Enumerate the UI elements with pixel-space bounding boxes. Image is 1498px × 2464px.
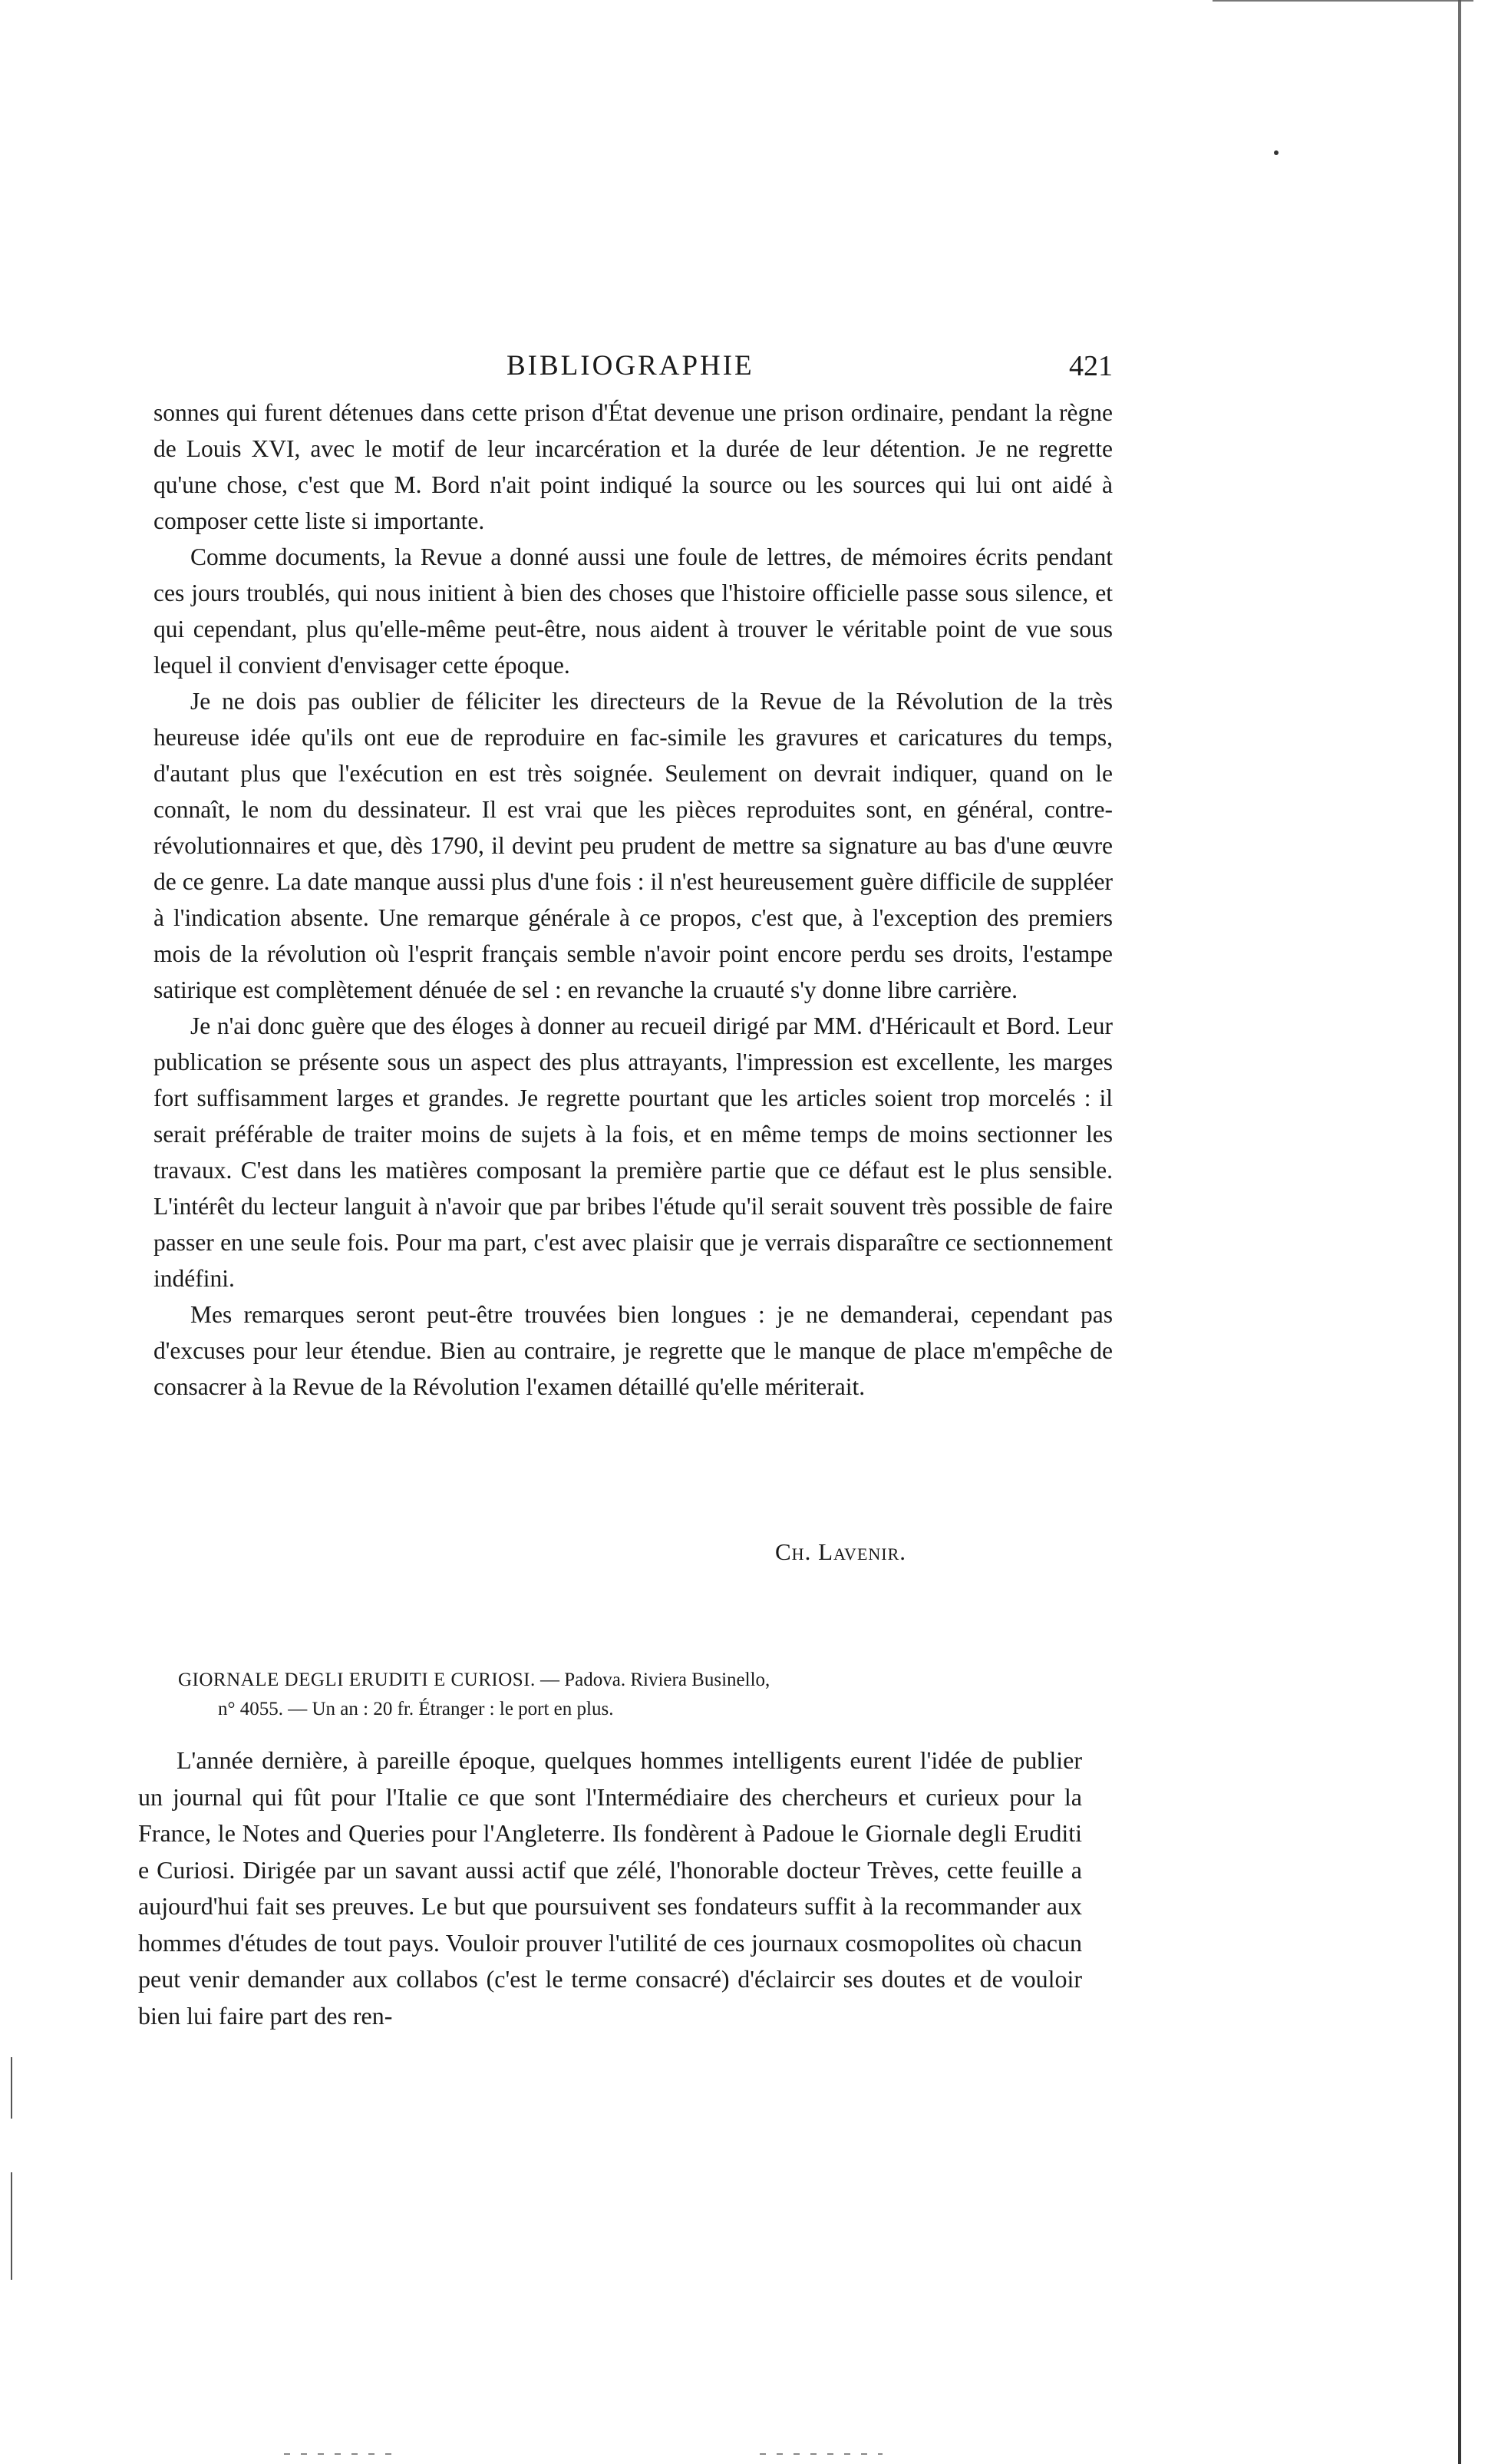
scan-speck	[1274, 150, 1279, 155]
entry-title: GIORNALE DEGLI ERUDITI E CURIOSI.	[178, 1670, 536, 1690]
page-header	[153, 349, 1113, 388]
scan-edge-top	[1213, 0, 1473, 2]
paragraph-engravings: Je ne dois pas oublier de féliciter les directeurs de la Revue de la Révolution de la très heureuse idée qu'ils ont eue de reproduire en fac-simile les gravures et caricatures du temps, d'autant plus que l'exécution en est très soignée. Seulement on devrait indiquer, quand on le connaît, le nom du dessinateur. Il est vrai que les pièces reproduites sont, en général, contre-révolutionnaires et que, dès 1790, il devint peu prudent de mettre sa signature au bas d'une œuvre de ce genre. La date manque aussi plus d'une fois : il n'est heureusement guère difficile de suppléer à l'indication absente. Une remarque générale à ce propos, c'est que, à l'exception des premiers mois de la révolution où l'esprit français semble n'avoir point encore perdu ses droits, l'estampe satirique est complètement dénuée de sel : en revanche la cruauté s'y donne libre carrière.	[153, 688, 1113, 1003]
scan-mark-left	[11, 2172, 12, 2280]
entry-address: — Padova. Riviera Businello,	[540, 1670, 770, 1690]
bibliographic-entry	[178, 1666, 1061, 1724]
paragraph-documents: Comme documents, la Revue a donné aussi une foule de lettres, de mémoires écrits pendant ces jours troublés, qui nous initient à bien des choses que l'histoire officielle passe sous silence, et qui cependant, plus qu'elle-même peut-être, nous aident à trouver le véritable point de vue sous lequel il convient d'envisager cette époque.	[153, 543, 1113, 679]
entry-subscription: n° 4055. — Un an : 20 fr. Étranger : le port en plus.	[218, 1699, 614, 1719]
author-signature: Ch. Lavenir.	[775, 1538, 907, 1565]
scan-edge-right	[1458, 0, 1461, 2464]
review-body	[153, 395, 1113, 1405]
page-number: 421	[1069, 350, 1113, 382]
paragraph-giornale: L'année dernière, à pareille époque, quelques hommes intelligents eurent l'idée de publier un journal qui fût pour l'Italie ce que sont l'Intermédiaire des chercheurs et curieux pour la France, le Notes and Queries pour l'Angleterre. Ils fondèrent à Padoue le Giornale degli Eruditi e Curiosi. Dirigée par un savant aussi actif que zélé, l'honorable docteur Trèves, cette feuille a aujourd'hui fait ses preuves. Le but que poursuivent ses fondateurs suffit à la recommander aux hommes d'études de tout pays. Vouloir prouver l'utilité de ces journaux cosmopolites où chacun peut venir demander aux collabos (c'est le terme consacré) d'éclaircir ses doutes et de vouloir bien lui faire part des ren-	[138, 1746, 1082, 2030]
scan-mark-left	[11, 2057, 12, 2119]
scan-edge-bottom	[760, 2453, 883, 2455]
paragraph-closing: Mes remarques seront peut-être trouvées bien longues : je ne demanderai, cependant pas d'excuses pour leur étendue. Bien au contraire, je regrette que le manque de place m'empêche de consacrer à la Revue de la Révolution l'examen détaillé qu'elle mériterait.	[153, 1301, 1113, 1400]
running-title: BIBLIOGRAPHIE	[506, 350, 754, 381]
giornale-review	[138, 1742, 1082, 2034]
paragraph-praise: Je n'ai donc guère que des éloges à donner au recueil dirigé par MM. d'Héricault et Bord. Leur publication se présente sous un aspect des plus attrayants, l'impression est excellente, les marges fort suffisamment larges et grandes. Je regrette pourtant que les articles soient trop morcelés : il serait préférable de traiter moins de sujets à la fois, et en même temps de moins sectionner les travaux. C'est dans les matières composant la première partie que ce défaut est le plus sensible. L'intérêt du lecteur languit à n'avoir que par bribes l'étude qu'il serait souvent très possible de faire passer en une seule fois. Pour ma part, c'est avec plaisir que je verrais disparaître ce sectionnement indéfini.	[153, 1012, 1113, 1292]
paragraph-continuation: sonnes qui furent détenues dans cette prison d'État devenue une prison ordinaire, pendant la règne de Louis XVI, avec le motif de leur incarcération et la durée de leur détention. Je ne regrette qu'une chose, c'est que M. Bord n'ait point indiqué la source ou les sources qui lui ont aidé à composer cette liste si importante.	[153, 399, 1113, 534]
scan-edge-bottom	[284, 2453, 391, 2455]
